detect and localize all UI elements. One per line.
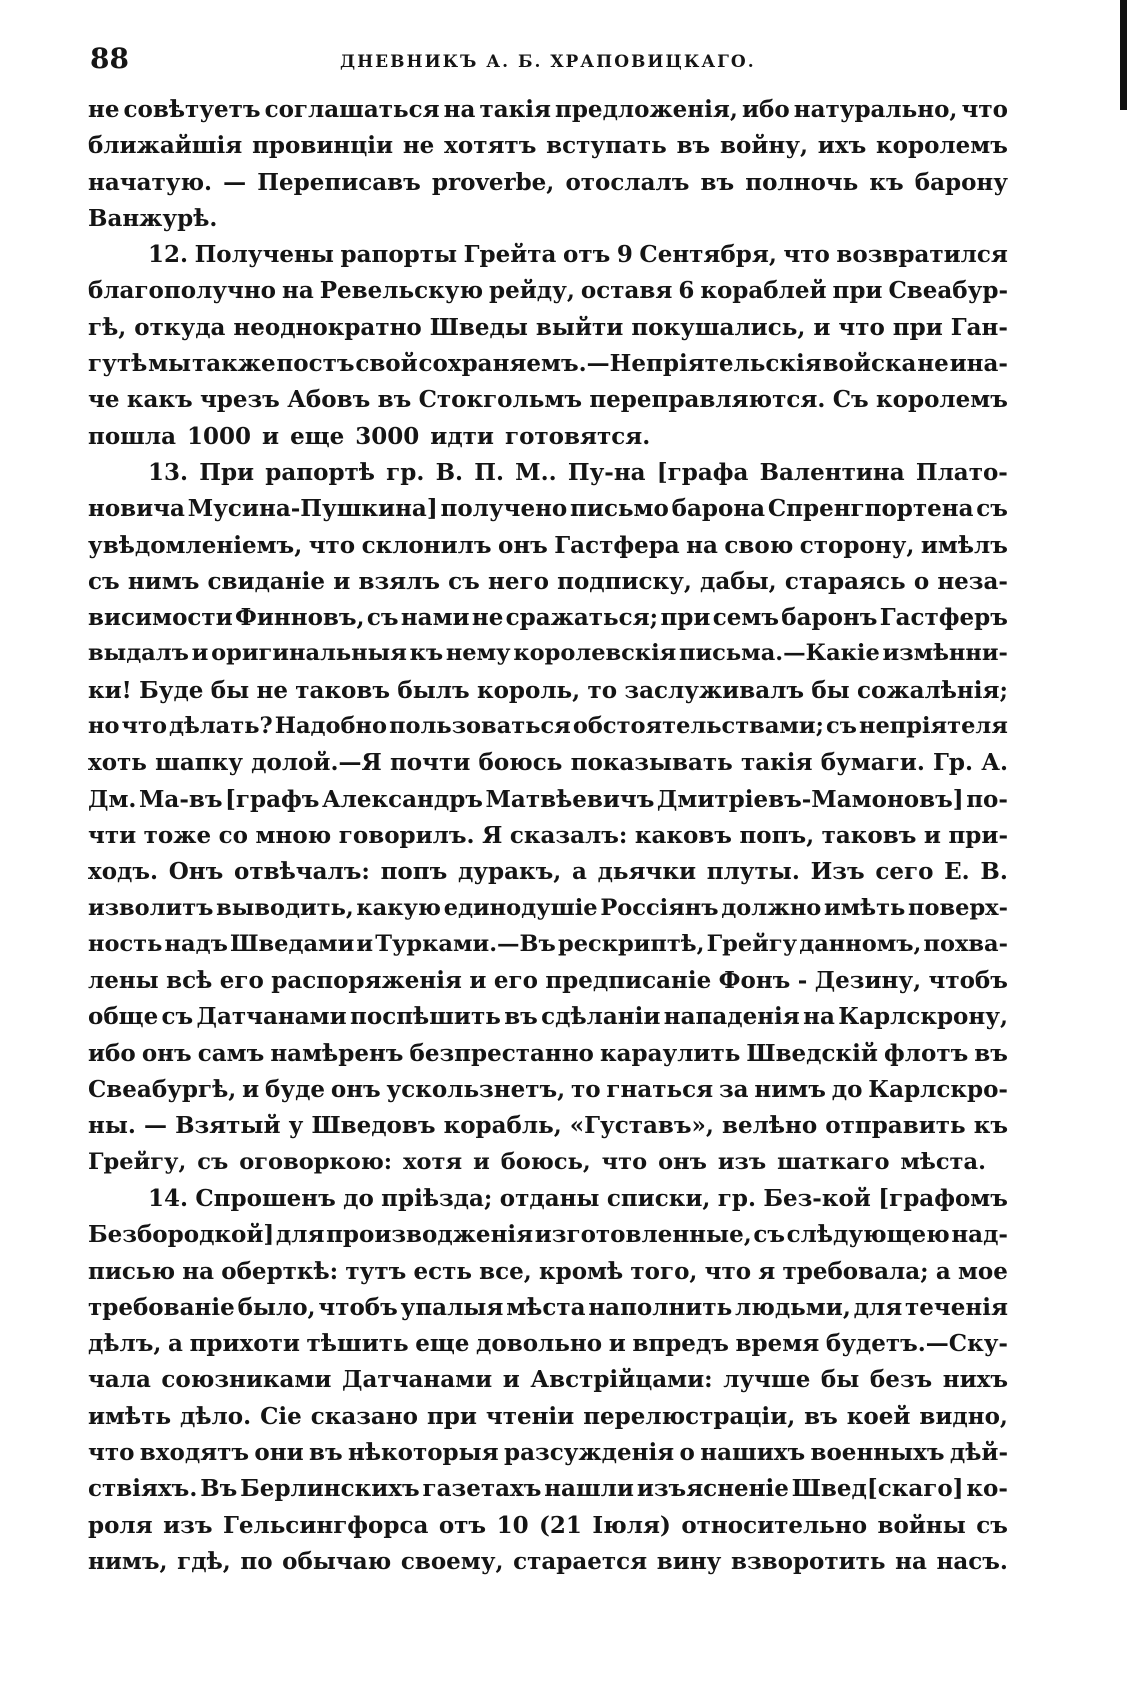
text-line: ность надъ Шведами и Турками.—Въ рескриптѣ, Грейгу данномъ, похва- — [88, 930, 1008, 957]
text-line: гутѣ мы также постъ свой сохраняемъ.—Непріятельскія войска не ина- — [88, 350, 1008, 378]
text-line: ки! Буде бы не таковъ былъ король, то заслуживалъ бы сожалѣнія; — [88, 676, 1008, 704]
text-line: не совѣтуетъ соглашаться на такія предложенія, ибо натурально, что — [88, 96, 1008, 123]
text-line: чти тоже со мною говорилъ. Я сказалъ: каковъ попъ, таковъ и при- — [88, 821, 1008, 849]
text-line: что входятъ они въ нѣкоторыя разсужденія о нашихъ военныхъ дѣй- — [88, 1438, 1008, 1466]
text-line: роля изъ Гельсингфорса отъ 10 (21 Іюля) относительно войны съ — [88, 1511, 1008, 1539]
text-line: чала союзниками Датчанами и Австрійцами: лучше бы безъ нихъ — [88, 1366, 1008, 1394]
text-line: начатую. — Переписавъ proverbe, отослалъ въ полночь къ барону — [88, 168, 1008, 196]
text-line: требованіе было, чтобъ упалыя мѣста наполнить людьми, для теченія — [88, 1293, 1008, 1321]
text-line: Свеабургѣ, и буде онъ ускользнетъ, то гнаться за нимъ до Карлскро- — [88, 1076, 1008, 1104]
text-line: изволитъ выводить, какую единодушіе Россіянъ должно имѣть поверх- — [88, 894, 1008, 921]
text-line: 12. Получены рапорты Грейта отъ 9 Сентября, что возвратился — [148, 241, 1008, 269]
page-edge-mark — [1120, 0, 1127, 110]
text-line: имѣть дѣло. Сіе сказано при чтеніи перелюстраціи, въ коей видно, — [88, 1402, 1008, 1430]
text-line: лены всѣ его распоряженія и его предписаніе Фонъ - Дезину, чтобъ — [88, 967, 1008, 995]
text-line: Безбородкой] для производженія изготовленные, съ слѣдующею над- — [88, 1221, 1008, 1249]
body-text — [88, 96, 1008, 1584]
text-line: гѣ, откуда неоднократно Шведы выйти покушались, и что при Ган- — [88, 313, 1008, 341]
text-line: ибо онъ самъ намѣренъ безпрестанно караулить Шведскій флотъ въ — [88, 1039, 1008, 1067]
text-line: нимъ, гдѣ, по обычаю своему, старается вину взворотить на насъ. — [88, 1547, 1008, 1575]
text-line: дѣлъ, а прихоти тѣшить еще довольно и впредъ время будетъ.—Ску- — [88, 1330, 1008, 1358]
running-title: ДНЕВНИКЪ А. Б. ХРАПОВИЦКАГО. — [340, 52, 756, 72]
text-line: Грейгу, съ оговоркою: хотя и боюсь, что онъ изъ шаткаго мѣста. — [88, 1148, 986, 1175]
text-line: ходъ. Онъ отвѣчалъ: попъ дуракъ, а дьячки плуты. Изъ сего Е. В. — [88, 858, 1008, 886]
text-line: новича Мусина-Пушкина] получено письмо барона Спренгпортена съ — [88, 495, 1008, 523]
text-line: 13. При рапортѣ гр. В. П. М.. Пу-на [графа Валентина Плато- — [148, 458, 1008, 486]
text-line: благополучно на Ревельскую рейду, оставя 6 кораблей при Свеабур- — [88, 277, 1008, 305]
text-line: ствіяхъ. Въ Берлинскихъ газетахъ нашли изъясненіе Швед[скаго] ко- — [88, 1475, 1008, 1503]
text-line: увѣдомленіемъ, что склонилъ онъ Гастфера на свою сторону, имѣлъ — [88, 531, 1008, 559]
text-line: 14. Спрошенъ до пріѣзда; отданы списки, гр. Без-кой [графомъ — [148, 1184, 1008, 1212]
text-line: висимости Финновъ, съ нами не сражаться; при семъ баронъ Гастферъ — [88, 604, 1008, 632]
text-line: ны. — Взятый у Шведовъ корабль, «Густавъ», велѣно отправить къ — [88, 1112, 1008, 1140]
text-line: но что дѣлать? Надобно пользоваться обстоятельствами; съ непріятеля — [88, 713, 1008, 740]
text-line: пошла 1000 и еще 3000 идти готовятся. — [88, 422, 651, 450]
text-line: выдалъ и оригинальныя къ нему королевскія письма.—Какіе измѣнни- — [88, 640, 1008, 667]
running-head — [90, 42, 1010, 82]
text-line: съ нимъ свиданіе и взялъ съ него подписку, дабы, стараясь о неза- — [88, 567, 1008, 595]
text-line: Ванжурѣ. — [88, 204, 218, 232]
text-line: че какъ чрезъ Абовъ въ Стокгольмъ переправляются. Съ королемъ — [88, 386, 1008, 414]
text-line: писью на оберткѣ: тутъ есть все, кромѣ того, что я требовала; а мое — [88, 1257, 1008, 1285]
text-line: ближайшія провинціи не хотятъ вступать въ войну, ихъ королемъ — [88, 132, 1008, 160]
page-number: 88 — [90, 42, 129, 75]
text-line: Дм. Ма-въ [графъ Александръ Матвѣевичъ Дмитріевъ-Мамоновъ] по- — [88, 785, 1008, 813]
text-line: хоть шапку долой.—Я почти боюсь показывать такія бумаги. Гр. А. — [88, 749, 1008, 777]
text-line: обще съ Датчанами поспѣшить въ сдѣланіи нападенія на Карлскрону, — [88, 1003, 1008, 1031]
